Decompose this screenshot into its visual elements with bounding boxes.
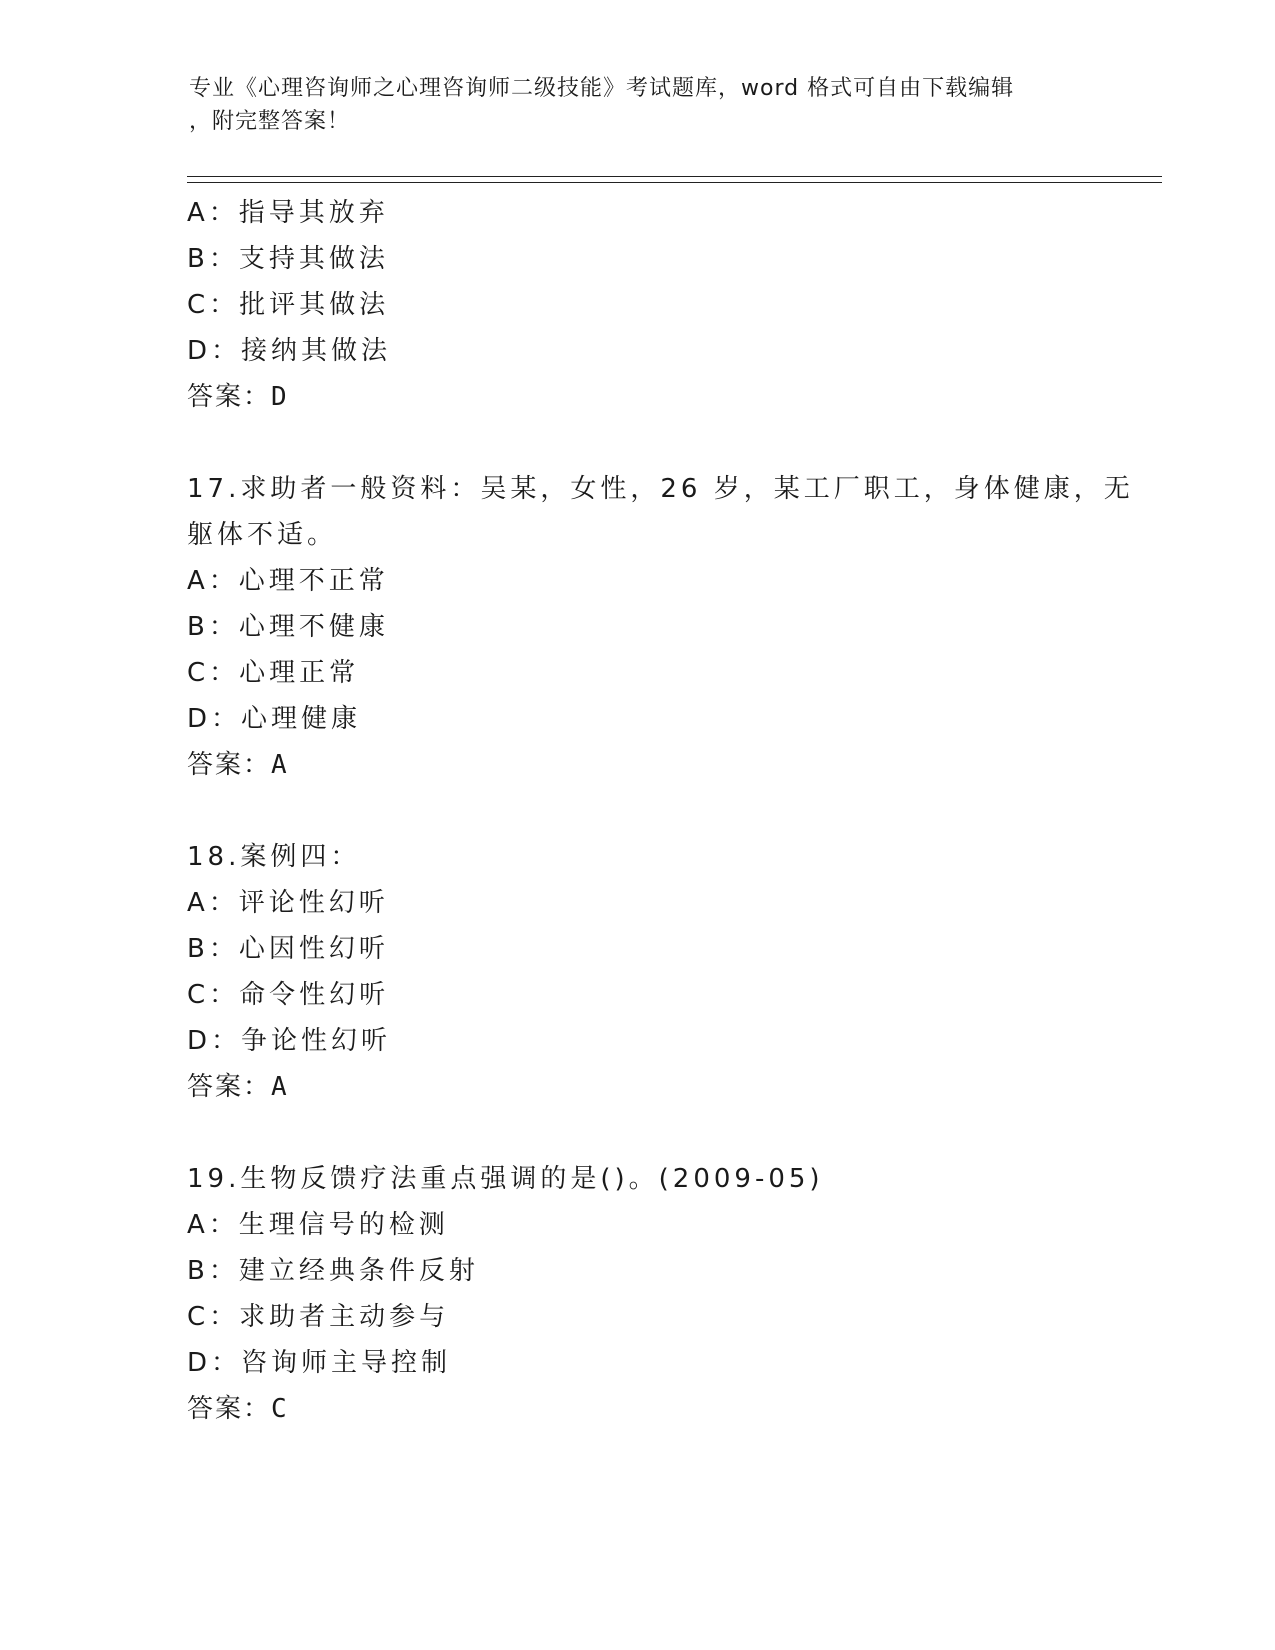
header-line-2: ，附完整答案！ bbox=[189, 109, 351, 134]
option-a: A：评论性幻听 bbox=[187, 888, 389, 918]
option-a: A：心理不正常 bbox=[187, 566, 389, 596]
answer-label: 答案： bbox=[187, 1394, 272, 1424]
answer-value: C bbox=[271, 1394, 287, 1424]
spacer bbox=[187, 1110, 1147, 1156]
header-rule-bottom bbox=[187, 182, 1162, 183]
option-c: C：批评其做法 bbox=[187, 290, 390, 320]
header-line-1: 专业《心理咨询师之心理咨询师二级技能》考试题库，word 格式可自由下载编辑 bbox=[189, 76, 1015, 101]
answer-line bbox=[187, 1064, 1147, 1110]
option-d: D：接纳其做法 bbox=[187, 336, 392, 366]
question-block-16 bbox=[187, 190, 1147, 420]
option-c: C：求助者主动参与 bbox=[187, 1302, 450, 1332]
answer-value: A bbox=[271, 1072, 287, 1102]
option-c: C：心理正常 bbox=[187, 658, 360, 688]
answer-value: A bbox=[271, 750, 287, 780]
option-b: B：支持其做法 bbox=[187, 244, 389, 274]
question-stem-line: 19.生物反馈疗法重点强调的是()。(2009-05) bbox=[187, 1164, 824, 1194]
question-block-17 bbox=[187, 466, 1147, 788]
question-block-19 bbox=[187, 1156, 1147, 1432]
option-a: A：生理信号的检测 bbox=[187, 1210, 449, 1240]
question-list bbox=[187, 190, 1147, 1432]
option-b: B：心因性幻听 bbox=[187, 934, 389, 964]
question-stem-line: 17.求助者一般资料：吴某，女性，26 岁，某工厂职工，身体健康，无 bbox=[187, 474, 1134, 504]
question-stem-line: 18.案例四： bbox=[187, 842, 361, 872]
answer-line bbox=[187, 742, 1147, 788]
answer-label: 答案： bbox=[187, 750, 272, 780]
question-stem-line: 躯体不适。 bbox=[187, 520, 338, 550]
answer-value: D bbox=[271, 382, 287, 412]
option-c: C：命令性幻听 bbox=[187, 980, 390, 1010]
header-rule-top bbox=[187, 176, 1162, 177]
answer-line bbox=[187, 1386, 1147, 1432]
document-header bbox=[189, 72, 1089, 138]
answer-label: 答案： bbox=[187, 1072, 272, 1102]
option-d: D：心理健康 bbox=[187, 704, 362, 734]
option-b: B：心理不健康 bbox=[187, 612, 389, 642]
answer-line bbox=[187, 374, 1147, 420]
option-d: D：争论性幻听 bbox=[187, 1026, 392, 1056]
option-d: D：咨询师主导控制 bbox=[187, 1348, 452, 1378]
spacer bbox=[187, 788, 1147, 834]
option-a: A：指导其放弃 bbox=[187, 198, 389, 228]
answer-label: 答案： bbox=[187, 382, 272, 412]
option-b: B：建立经典条件反射 bbox=[187, 1256, 479, 1286]
spacer bbox=[187, 420, 1147, 466]
question-block-18 bbox=[187, 834, 1147, 1110]
